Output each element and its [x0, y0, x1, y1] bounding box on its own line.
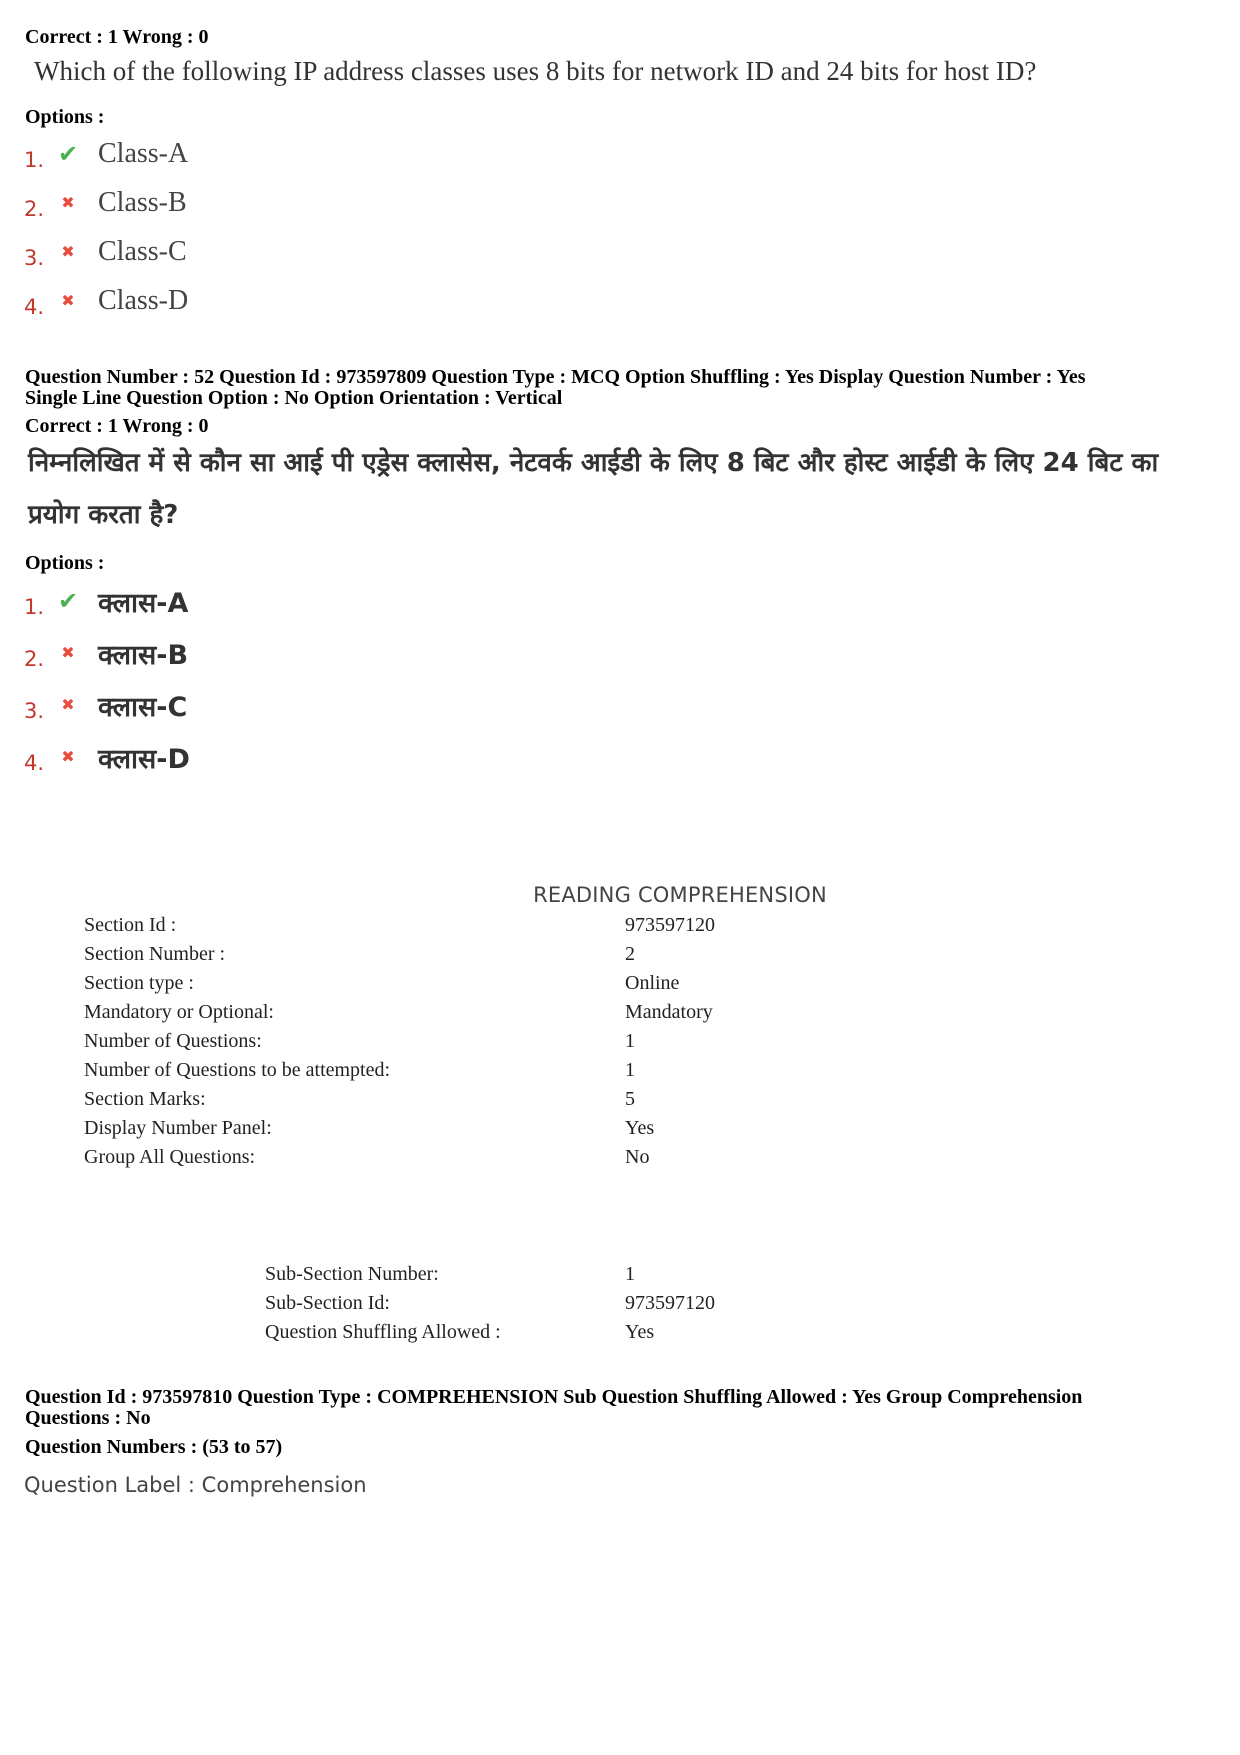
q52-meta-line-2: Single Line Question Option : No Option Orientation : Vertical [25, 387, 563, 409]
q52-question-text: निम्नलिखित में से कौन सा आई पी एड्रेस क्लासेस, नेटवर्क आईडी के लिए 8 बिट और होस्ट आईडी के लिए 24 बिट का प्रयोग करता है? [28, 448, 1159, 530]
q52-option-2 [24, 633, 188, 673]
section-id-value: 973597120 [625, 914, 715, 936]
option-text: Class-C [98, 236, 187, 267]
option-number: 3. [24, 699, 45, 723]
question-shuffling-label: Question Shuffling Allowed : [265, 1321, 501, 1343]
num-questions-label: Number of Questions: [84, 1030, 262, 1052]
question-label: Question Label : Comprehension [24, 1473, 367, 1497]
section-marks-label: Section Marks: [84, 1088, 206, 1110]
section-number-label: Section Number : [84, 943, 226, 965]
option-text: क्लास-A [98, 587, 189, 619]
num-attempted-label: Number of Questions to be attempted: [84, 1059, 391, 1081]
option-number: 4. [24, 751, 45, 775]
section-type-value: Online [625, 972, 680, 994]
section-number-value: 2 [625, 943, 635, 965]
option-number: 3. [24, 246, 45, 270]
cross-icon: ✖ [61, 749, 75, 766]
option-text: क्लास-B [98, 639, 189, 671]
q51-score: Correct : 1 Wrong : 0 [25, 26, 209, 48]
question-shuffling-value: Yes [625, 1321, 655, 1343]
num-questions-value: 1 [625, 1030, 635, 1052]
option-number: 2. [24, 647, 45, 671]
comprehension-meta-line-2: Questions : No [25, 1407, 151, 1429]
subsection-number-label: Sub-Section Number: [265, 1263, 439, 1285]
cross-icon: ✖ [61, 645, 75, 662]
option-text: Class-A [98, 138, 189, 169]
subsection-id-label: Sub-Section Id: [265, 1292, 390, 1314]
q52-option-1 [24, 581, 188, 621]
cross-icon: ✖ [61, 697, 75, 714]
q51-option-2 [24, 183, 187, 223]
option-text: Class-B [98, 187, 187, 218]
check-icon: ✔ [57, 141, 79, 168]
display-number-panel-value: Yes [625, 1117, 655, 1139]
comprehension-meta-line-1: Question Id : 973597810 Question Type : COMPREHENSION Sub Question Shuffling Allowed : Yes Group Comprehension [25, 1386, 1083, 1408]
mandatory-label: Mandatory or Optional: [84, 1001, 274, 1023]
q51-options-label: Options : [25, 106, 105, 128]
mandatory-value: Mandatory [625, 1001, 713, 1023]
q51-option-4 [24, 281, 188, 321]
comprehension-question-numbers: Question Numbers : (53 to 57) [25, 1436, 283, 1458]
option-number: 1. [24, 595, 45, 619]
section-type-label: Section type : [84, 972, 194, 994]
option-number: 2. [24, 197, 45, 221]
section-id-label: Section Id : [84, 914, 177, 936]
option-text: Class-D [98, 285, 189, 316]
cross-icon: ✖ [61, 293, 75, 310]
subsection-id-value: 973597120 [625, 1292, 715, 1314]
option-text: क्लास-D [98, 743, 190, 775]
q52-option-4 [24, 737, 190, 777]
group-all-questions-label: Group All Questions: [84, 1146, 256, 1168]
option-text: क्लास-C [98, 691, 188, 723]
cross-icon: ✖ [61, 244, 75, 261]
option-number: 1. [24, 148, 45, 172]
subsection-number-value: 1 [625, 1263, 635, 1285]
option-number: 4. [24, 295, 45, 319]
check-icon: ✔ [57, 588, 79, 615]
q51-option-3 [24, 232, 187, 272]
display-number-panel-label: Display Number Panel: [84, 1117, 272, 1139]
num-attempted-value: 1 [625, 1059, 635, 1081]
q52-meta-line-1: Question Number : 52 Question Id : 973597809 Question Type : MCQ Option Shuffling : Yes Display Question Number : Yes [25, 366, 1086, 388]
q51-option-1 [24, 134, 188, 174]
group-all-questions-value: No [625, 1146, 650, 1168]
q52-score: Correct : 1 Wrong : 0 [25, 415, 209, 437]
q52-option-3 [24, 685, 187, 725]
cross-icon: ✖ [61, 195, 75, 212]
section-marks-value: 5 [625, 1088, 635, 1110]
q52-options-label: Options : [25, 552, 105, 574]
q51-question-text: Which of the following IP address classes uses 8 bits for network ID and 24 bits for host ID? [34, 56, 1037, 86]
section-title: READING COMPREHENSION [533, 883, 827, 907]
